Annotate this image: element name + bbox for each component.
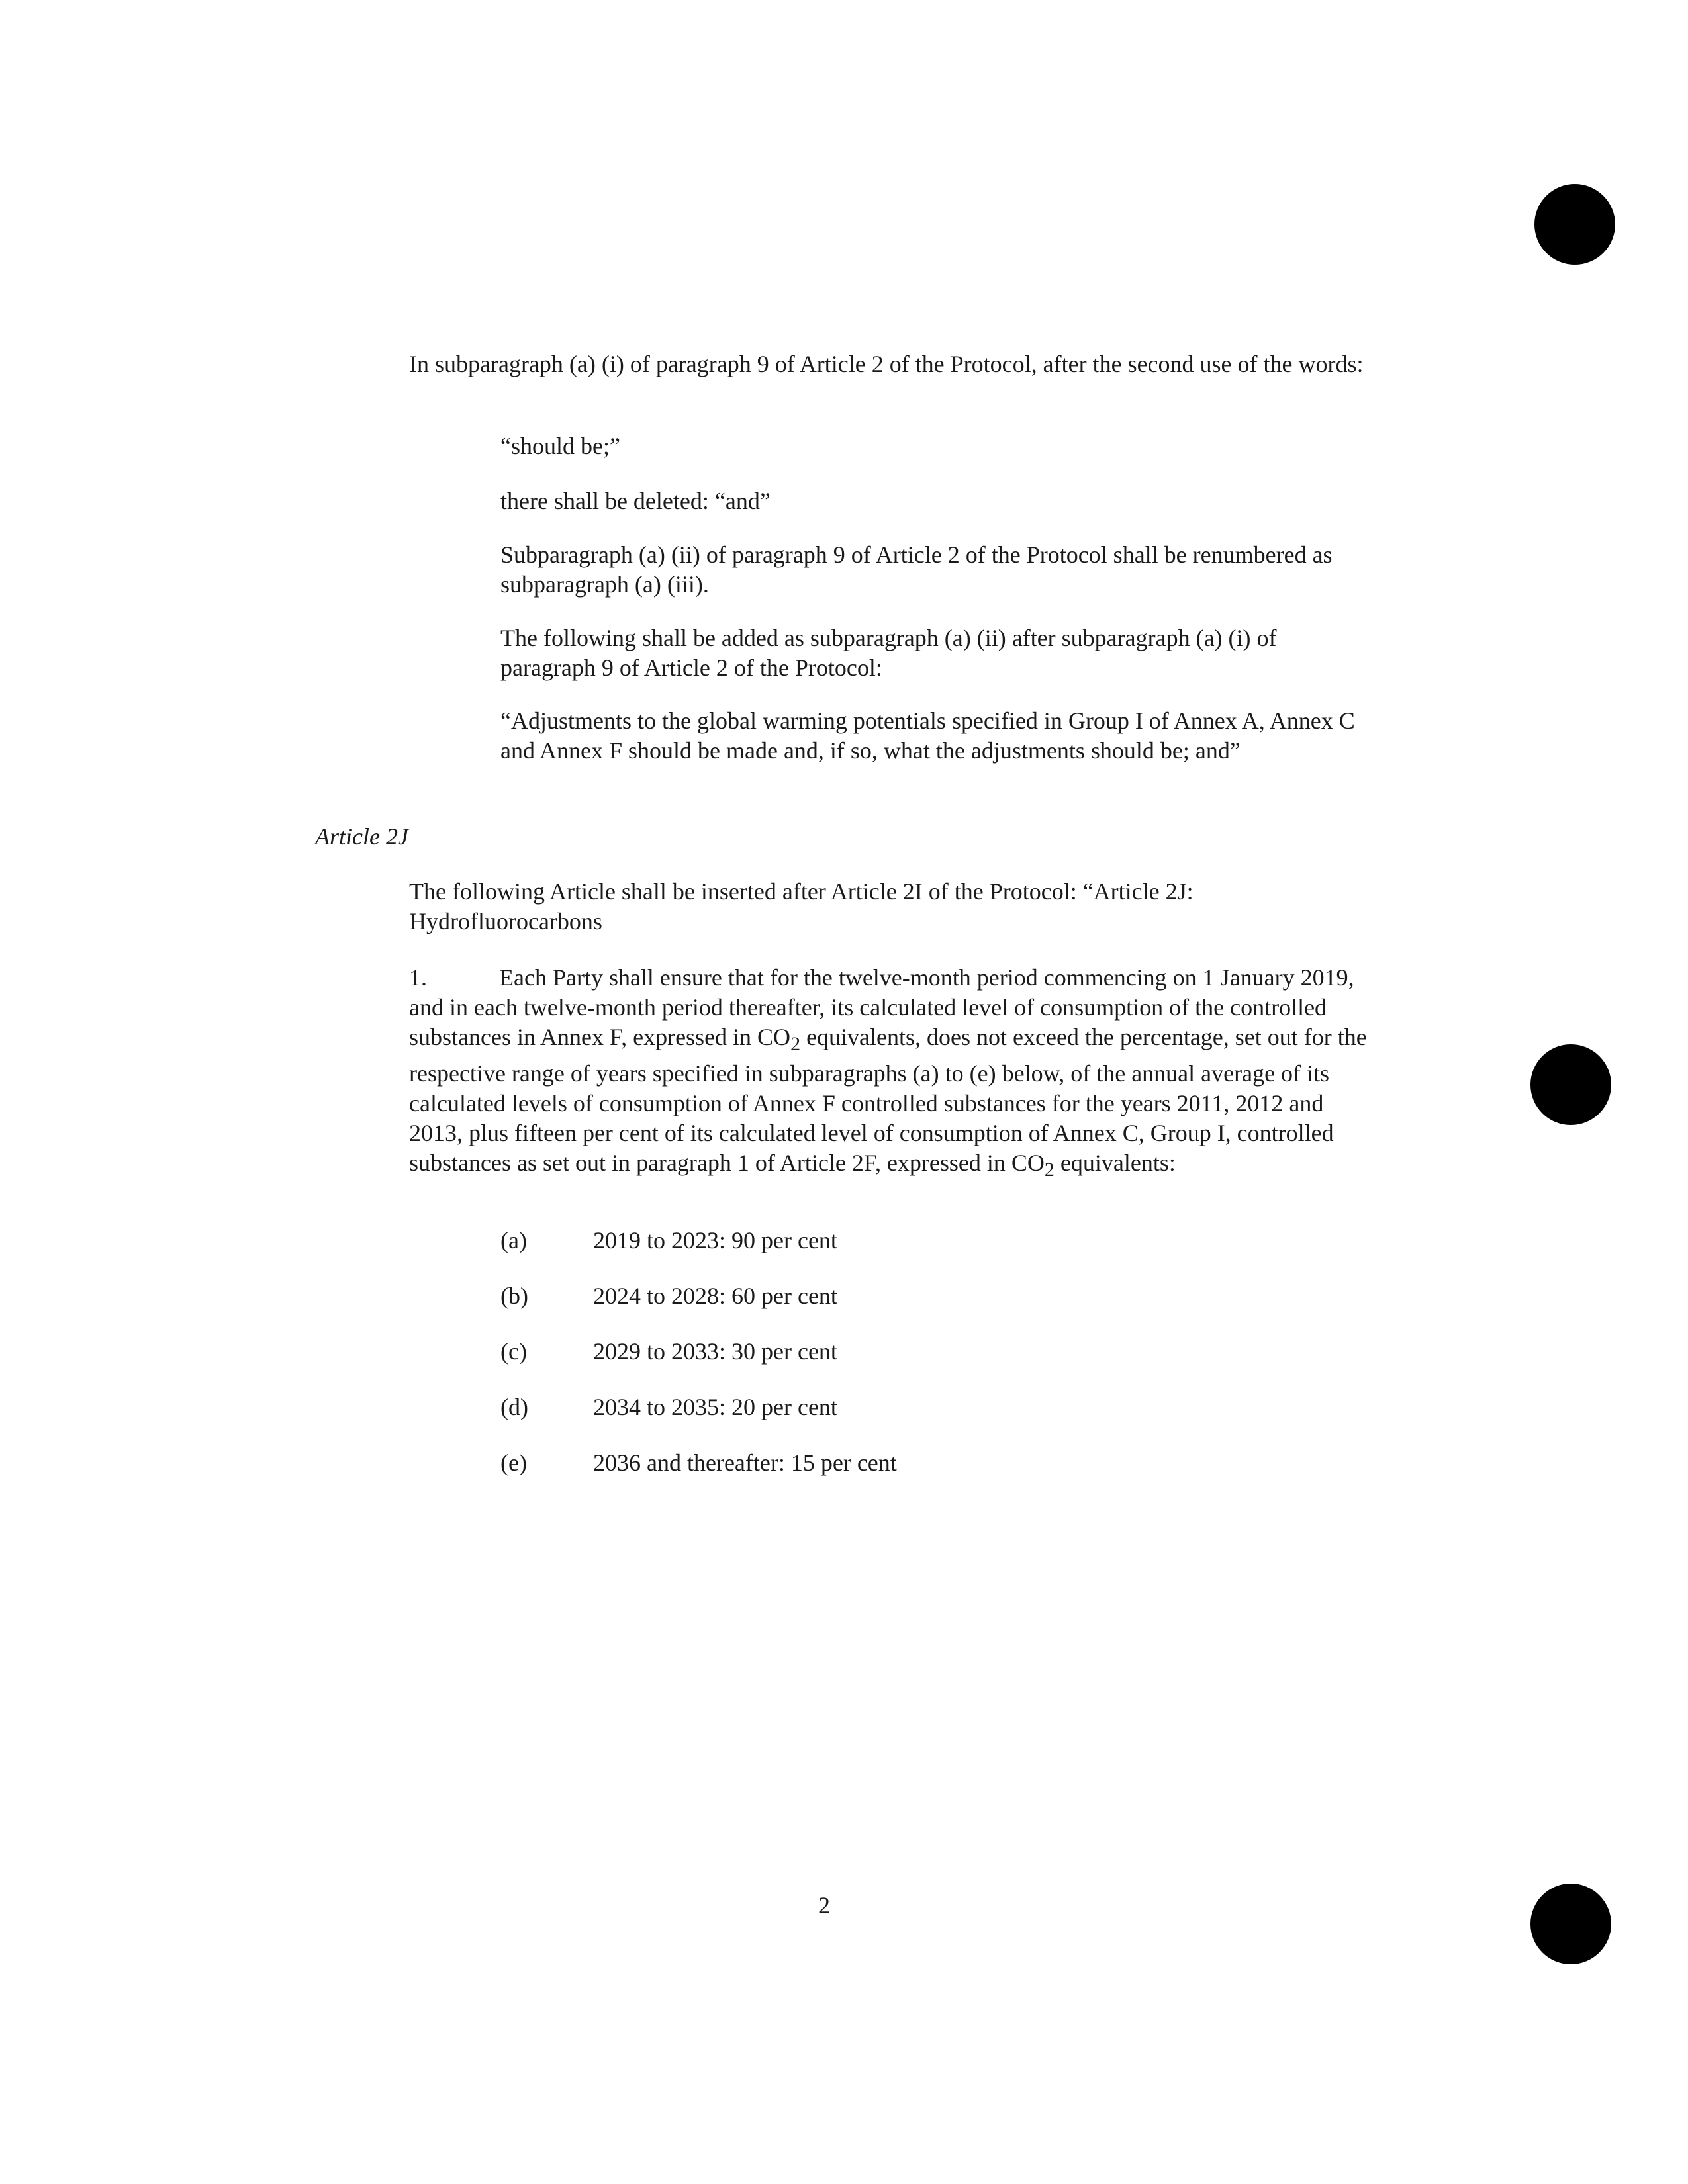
added-paragraph: The following shall be added as subparagraph (a) (ii) after subparagraph (a) (i) of paragraph 9 of Article 2 of the Protocol: [500, 625, 1277, 681]
paragraph-1-text-part2: equivalents, does not exceed the percentage, set out for the respective range of years specified in subparagraphs (a) to (e) below, of the annual average of its calculated levels of consumption of Annex F controlled substances for the years 2011, 2012 and 2013, plus fifteen per cent of its calculated level of consumption of Annex C, Group I, controlled substances as set out in paragraph 1 of Article 2F, expressed in CO [409, 1024, 1367, 1177]
should-be-quote: “should be;” [500, 433, 620, 459]
schedule-label: (b) [500, 1283, 528, 1309]
schedule-item-b [500, 1281, 837, 1311]
page-number: 2 [818, 1892, 830, 1919]
renumber-paragraph: Subparagraph (a) (ii) of paragraph 9 of Article 2 of the Protocol shall be renumbered as subparagraph (a) (iii). [500, 541, 1333, 598]
schedule-text: 2024 to 2028: 60 per cent [593, 1283, 837, 1309]
schedule-text: 2019 to 2023: 90 per cent [593, 1227, 837, 1253]
adjustments-quote: “Adjustments to the global warming potentials specified in Group I of Annex A, Annex C and Annex F should be made and, if so, what the adjustments should be; and” [500, 707, 1355, 764]
paragraph-1-text-part1: Each Party shall ensure that for the twelve-month period commencing on 1 January 2019, and in each twelve-month period thereafter, its calculated level of consumption of the controlled substances in Annex F, expressed in CO [409, 964, 1354, 1050]
paragraph-number: 1. [409, 964, 427, 991]
insert-paragraph: The following Article shall be inserted after Article 2I of the Protocol: “Article 2J: Hydrofluorocarbons [409, 878, 1194, 934]
intro-paragraph: In subparagraph (a) (i) of paragraph 9 of Article 2 of the Protocol, after the second use of the words: [409, 351, 1364, 377]
co2-subscript: 2 [790, 1033, 801, 1056]
paragraph-1 [409, 963, 1369, 1185]
paragraph-1-text-part3: equivalents: [1054, 1150, 1176, 1177]
schedule-item-e [500, 1448, 897, 1478]
schedule-text: 2034 to 2035: 20 per cent [593, 1394, 837, 1420]
article-heading: Article 2J [315, 823, 408, 850]
deleted-line: there shall be deleted: “and” [500, 488, 771, 514]
punch-hole-middle [1530, 1044, 1611, 1125]
schedule-text: 2029 to 2033: 30 per cent [593, 1338, 837, 1365]
schedule-text: 2036 and thereafter: 15 per cent [593, 1449, 897, 1476]
schedule-item-a [500, 1226, 837, 1255]
schedule-label: (c) [500, 1338, 527, 1365]
schedule-item-c [500, 1337, 837, 1367]
schedule-label: (a) [500, 1227, 527, 1253]
schedule-label: (e) [500, 1449, 527, 1476]
schedule-item-d [500, 1392, 837, 1422]
punch-hole-bottom [1530, 1884, 1611, 1964]
schedule-label: (d) [500, 1394, 528, 1420]
co2-subscript: 2 [1044, 1159, 1055, 1181]
punch-hole-top [1534, 184, 1615, 265]
